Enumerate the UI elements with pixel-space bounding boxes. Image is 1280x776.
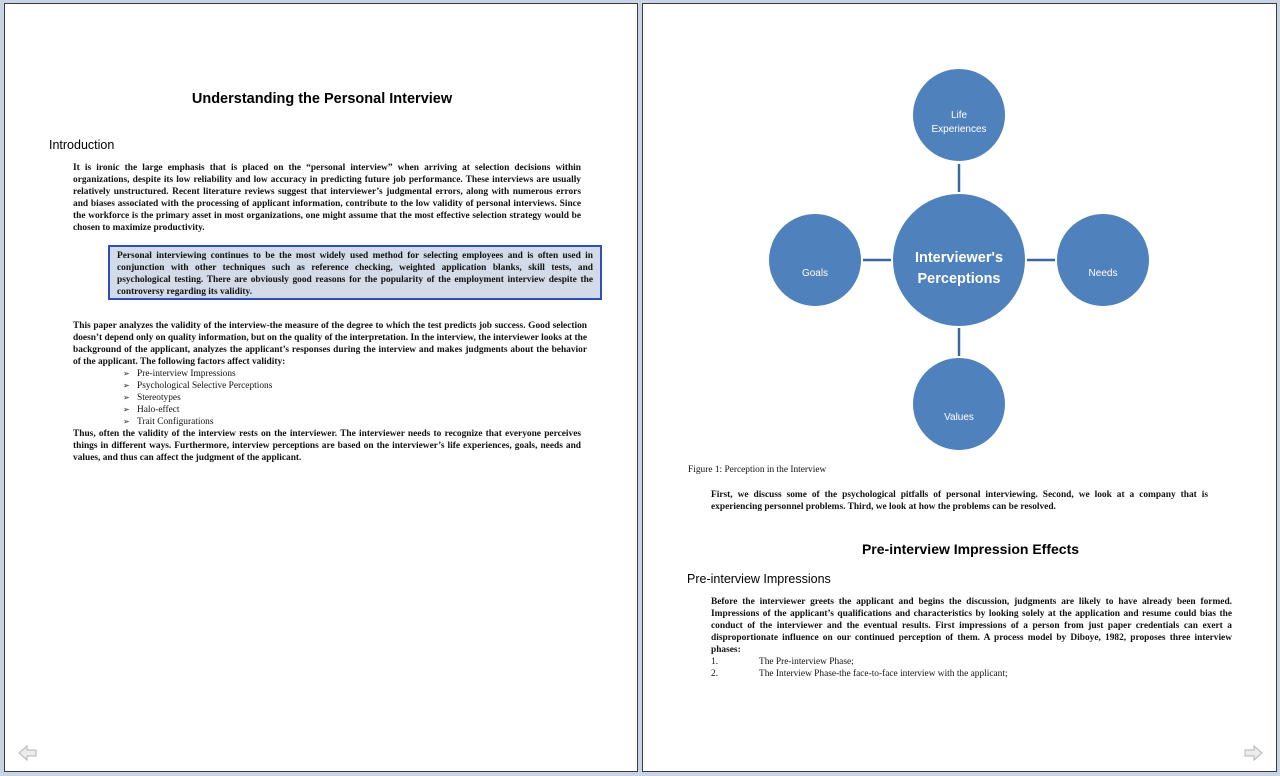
previous-page-button[interactable] (18, 744, 38, 762)
list-item: ➢ Trait Configurations (123, 417, 214, 427)
intro-paragraph: It is ironic the large emphasis that is placed on the “personal interview” when arriving at selection decisions within organizations, despite its low reliability and low accuracy in predicting future job performance. These interviews are usually relatively unstructured. Recent literature reviews suggest that interviewer’s judgmental errors, along with numerous errors and biases associated with the processing of applicant information, contribute to the low validity of personal interviews. Since the workforce is the primary asset in most organizations, one might assume that the most effective selection strategy would be chosen to maximize productivity. (73, 163, 581, 233)
label-experiences: Experiences (931, 124, 987, 135)
right-page (642, 3, 1277, 772)
list-item: ➢ Psychological Selective Perceptions (123, 381, 273, 391)
arrow-bullet-icon: ➢ (123, 393, 130, 402)
document-title: Understanding the Personal Interview (191, 91, 453, 107)
node-needs (1056, 213, 1150, 307)
label-center-line2: Perceptions (917, 271, 1001, 287)
arrow-left-icon (18, 744, 38, 762)
next-page-button[interactable] (1243, 744, 1263, 762)
phases-list (711, 656, 1008, 680)
validity-factors-list (123, 368, 272, 428)
validity-paragraph: This paper analyzes the validity of the interview-the measure of the degree to which the test predicts job success. Good selection doesn’t depend only on quality information, but on the quality of the interpretation. In the interview, the interviewer looks at the background of the applicant, analyzes the applicant’s responses during the interview and makes judgments about the behavior of the applicant. The following factors affect validity: (73, 321, 587, 367)
figure-caption: Figure 1: Perception in the Interview (688, 465, 827, 475)
label-center-line1: Interviewer's (914, 250, 1004, 266)
impressions-paragraph: Before the interviewer greets the applicant and begins the discussion, judgments are likely to have already been formed. Impressions of the applicant’s qualifications and characteristics by looking solely at the application and resume could bias the conduct of the interviewer and the eventual results. First impressions of a person from just paper credentials can exert a disproportionate influence on our continued perception of them. A process model by Diboye, 1982, proposes three interview phases: (711, 597, 1232, 655)
intro-heading: Introduction (49, 138, 115, 152)
perception-diagram (643, 4, 1277, 464)
arrow-right-icon (1243, 744, 1263, 762)
label-needs: Needs (1088, 268, 1118, 279)
node-goals (768, 213, 862, 307)
quote-callout: Personal interviewing continues to be the most widely used method for selecting employees and is often used in conjunction with other techniques such as reference checking, weighted application blanks, skill tests, and psychological testing. There are obviously good reasons for the popularity of the employment interview despite the controversy regarding its validity. (108, 245, 602, 300)
node-values (912, 357, 1006, 451)
overview-paragraph: First, we discuss some of the psychological pitfalls of personal interviewing. Second, we look at a company that is experiencing personnel problems. Third, we look at how the problems can be resolved. (711, 490, 1208, 512)
list-item: 1. The Pre-interview Phase; (711, 657, 854, 667)
label-values: Values (944, 412, 974, 423)
arrow-bullet-icon: ➢ (123, 405, 130, 414)
label-life: Life (950, 110, 968, 121)
list-item: 2. The Interview Phase-the face-to-face interview with the applicant; (711, 669, 1008, 679)
arrow-bullet-icon: ➢ (123, 417, 130, 426)
arrow-bullet-icon: ➢ (123, 369, 130, 378)
section-title: Pre-interview Impression Effects (861, 541, 1080, 557)
list-item: ➢ Halo-effect (123, 405, 180, 415)
arrow-bullet-icon: ➢ (123, 381, 130, 390)
closing-paragraph: Thus, often the validity of the interview rests on the interviewer. The interviewer needs to recognize that everyone perceives things in different ways. Furthermore, interview perceptions are based on the interviewer’s life experiences, goals, needs and values, and thus can affect the judgment of the applicant. (73, 429, 581, 463)
list-item: ➢ Pre-interview Impressions (123, 369, 236, 379)
label-goals: Goals (801, 268, 829, 279)
list-item: ➢ Stereotypes (123, 393, 181, 403)
subsection-heading: Pre-interview Impressions (687, 572, 831, 586)
left-page (4, 3, 638, 772)
